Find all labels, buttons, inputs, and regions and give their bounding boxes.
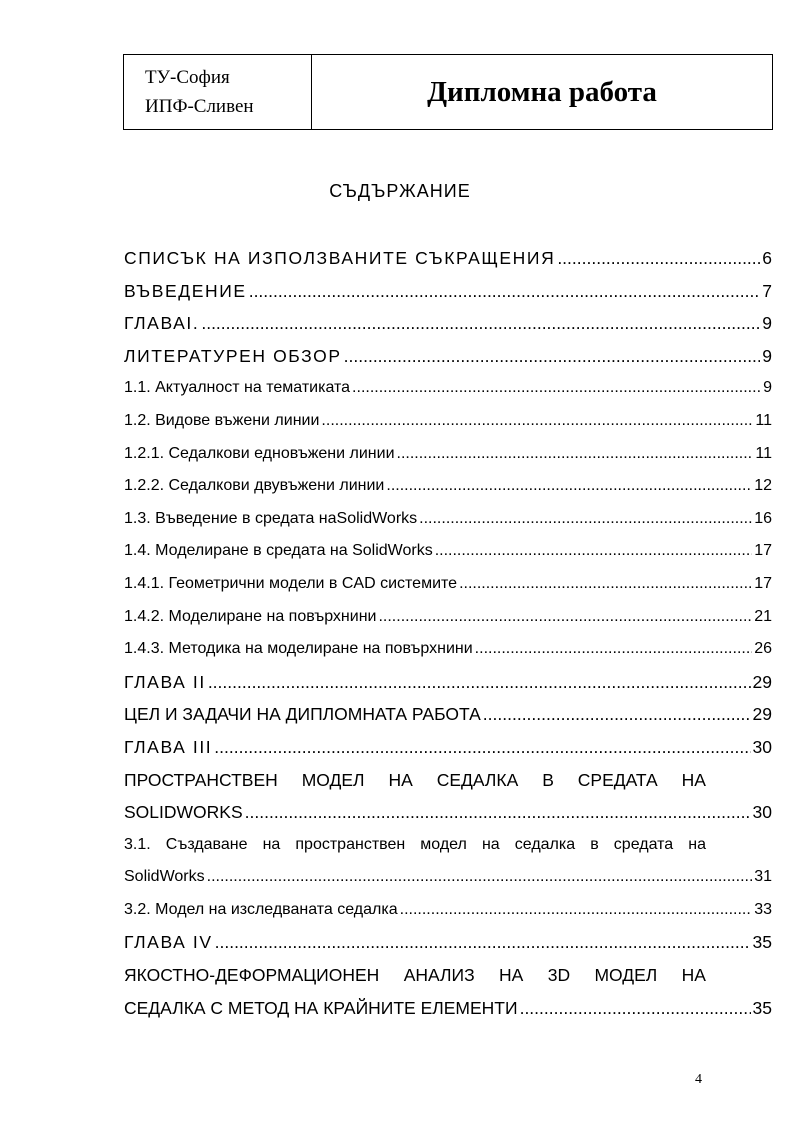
toc-entry-page: 11 xyxy=(755,444,772,462)
leader-dots xyxy=(249,275,761,308)
word: Създаване xyxy=(165,835,248,853)
word: НА xyxy=(681,965,706,986)
leader-dots xyxy=(475,633,753,666)
toc-entry-page: 30 xyxy=(752,736,772,757)
toc-title: СЪДЪРЖАНИЕ xyxy=(329,181,471,201)
word: в xyxy=(590,835,599,853)
toc-entry-page: 29 xyxy=(752,704,772,725)
word: НА xyxy=(388,769,413,790)
word: пространствен xyxy=(295,835,406,853)
leader-dots xyxy=(378,601,752,634)
toc-entry-page: 9 xyxy=(762,345,772,366)
word: МОДЕЛ xyxy=(594,965,658,986)
leader-dots xyxy=(321,405,753,438)
toc-entry-multiline[interactable] xyxy=(124,959,772,1024)
toc-entry-page: 35 xyxy=(752,997,772,1018)
word: ПРОСТРАНСТВЕН xyxy=(124,769,278,790)
leader-dots xyxy=(435,535,753,568)
toc-entry-title: 1.2.1. Седалкови едновъжени линии xyxy=(124,444,395,462)
word: на xyxy=(688,835,706,853)
toc-entry-title: 1.4.3. Методика на моделиране на повърхнини xyxy=(124,640,473,658)
leader-dots xyxy=(214,731,750,764)
leader-dots xyxy=(400,894,753,927)
leader-dots xyxy=(419,503,752,536)
toc-entry[interactable] xyxy=(124,275,772,308)
toc-entry-line1 xyxy=(124,764,706,797)
toc-entry[interactable] xyxy=(124,438,772,471)
word: средата xyxy=(613,835,674,853)
toc-entry[interactable] xyxy=(124,470,772,503)
toc-entry-title: 1.4.2. Моделиране на повърхнини xyxy=(124,607,377,625)
toc-entry[interactable] xyxy=(124,698,772,731)
table-of-contents xyxy=(124,242,772,1024)
toc-entry-title: 1.1. Актуалност на тематиката xyxy=(124,379,351,397)
leader-dots xyxy=(483,698,751,731)
word: АНАЛИЗ xyxy=(403,965,475,986)
toc-entry-title: ГЛАВА III xyxy=(124,736,213,757)
toc-entry-title: 1.2.2. Седалкови двувъжени линии xyxy=(124,477,385,495)
toc-entry[interactable] xyxy=(124,633,772,666)
university-name: ТУ-София xyxy=(145,67,230,88)
leader-dots xyxy=(557,242,760,275)
word: 3.1. xyxy=(124,835,151,853)
leader-dots xyxy=(386,470,752,503)
toc-entry-title: ЛИТЕРАТУРЕН ОБЗОР xyxy=(124,345,342,366)
word: НА xyxy=(681,769,706,790)
toc-entry[interactable] xyxy=(124,242,772,275)
word: СРЕДАТА xyxy=(577,769,658,790)
toc-entry[interactable] xyxy=(124,535,772,568)
toc-entry-title: 1.4. Моделиране в средата на SolidWorks xyxy=(124,542,433,560)
toc-entry-page: 17 xyxy=(754,542,772,560)
toc-entry-line1 xyxy=(124,959,706,992)
word: СЕДАЛКА xyxy=(436,769,519,790)
toc-entry-title: ГЛАВА II xyxy=(124,671,206,692)
toc-entry-page: 7 xyxy=(762,280,772,301)
toc-entry-page: 31 xyxy=(754,868,772,886)
toc-entry-title: 1.3. Въведение в средата наSolidWorks xyxy=(124,509,418,527)
toc-entry-title: ЦЕЛ И ЗАДАЧИ НА ДИПЛОМНАТА РАБОТА xyxy=(124,704,481,725)
word: седалка xyxy=(514,835,576,853)
leader-dots xyxy=(207,861,753,894)
toc-entry-page: 11 xyxy=(755,411,772,429)
toc-entry-title: ГЛАВАI. xyxy=(124,313,200,334)
leader-dots xyxy=(344,340,761,373)
toc-entry[interactable] xyxy=(124,666,772,699)
leader-dots xyxy=(215,926,751,959)
toc-entry-page: 17 xyxy=(754,574,772,592)
toc-entry-page: 35 xyxy=(752,932,772,953)
toc-entry-title: ВЪВЕДЕНИЕ xyxy=(124,280,247,301)
toc-entry-title: СЕДАЛКА С МЕТОД НА КРАЙНИТЕ ЕЛЕМЕНТИ xyxy=(124,997,518,1018)
toc-entry[interactable] xyxy=(124,405,772,438)
document-type: Дипломна работа xyxy=(427,75,657,108)
toc-entry-page: 6 xyxy=(762,248,772,268)
toc-entry[interactable] xyxy=(124,894,772,927)
toc-entry-title: SolidWorks xyxy=(124,868,205,886)
word: 3D xyxy=(547,965,571,986)
toc-entry[interactable] xyxy=(124,372,772,405)
toc-entry-title: SOLIDWORKS xyxy=(124,802,243,823)
word: МОДЕЛ xyxy=(301,769,365,790)
document-header xyxy=(123,54,773,130)
toc-entry-title: ГЛАВА IV xyxy=(124,932,213,953)
toc-entry-multiline[interactable] xyxy=(124,764,772,829)
toc-entry-title: 1.4.1. Геометрични модели в CAD системите xyxy=(124,574,458,592)
toc-entry-page: 9 xyxy=(762,313,772,334)
leader-dots xyxy=(245,796,751,829)
toc-entry[interactable] xyxy=(124,503,772,536)
toc-entry[interactable] xyxy=(124,568,772,601)
toc-entry-page: 26 xyxy=(754,640,772,658)
toc-entry[interactable] xyxy=(124,307,772,340)
toc-entry-page: 33 xyxy=(754,900,772,918)
word: на xyxy=(262,835,281,853)
word: НА xyxy=(499,965,524,986)
leader-dots xyxy=(352,372,761,405)
word: на xyxy=(481,835,500,853)
toc-entry-page: 9 xyxy=(763,379,772,397)
institution-block xyxy=(124,55,312,129)
toc-entry-page: 21 xyxy=(754,607,772,625)
toc-entry[interactable] xyxy=(124,926,772,959)
toc-entry[interactable] xyxy=(124,601,772,634)
toc-entry[interactable] xyxy=(124,340,772,373)
toc-entry xyxy=(124,861,772,894)
leader-dots xyxy=(459,568,752,601)
word: ЯКОСТНО-ДЕФОРМАЦИОНЕН xyxy=(124,965,380,986)
word: модел xyxy=(420,835,467,853)
leader-dots xyxy=(397,438,754,471)
toc-entry-page: 30 xyxy=(752,802,772,823)
toc-entry-page: 16 xyxy=(754,509,772,527)
toc-entry-title: СПИСЪК НА ИЗПОЛЗВАНИТЕ СЪКРАЩЕНИЯ xyxy=(124,248,556,268)
toc-entry[interactable] xyxy=(124,731,772,764)
faculty-name: ИПФ-Сливен xyxy=(145,96,254,117)
toc-entry-title: 1.2. Видове въжени линии xyxy=(124,411,320,429)
toc-entry-page: 29 xyxy=(752,671,772,692)
toc-entry xyxy=(124,992,772,1025)
toc-entry-line1 xyxy=(124,829,706,862)
toc-entry xyxy=(124,796,772,829)
toc-entry-title: 3.2. Модел на изследваната седалка xyxy=(124,900,398,918)
toc-entry-multiline[interactable] xyxy=(124,829,772,894)
leader-dots xyxy=(208,666,751,699)
leader-dots xyxy=(201,307,760,340)
toc-entry-page: 12 xyxy=(754,477,772,495)
page-number: 4 xyxy=(695,1072,702,1087)
leader-dots xyxy=(520,992,751,1025)
word: В xyxy=(542,769,554,790)
